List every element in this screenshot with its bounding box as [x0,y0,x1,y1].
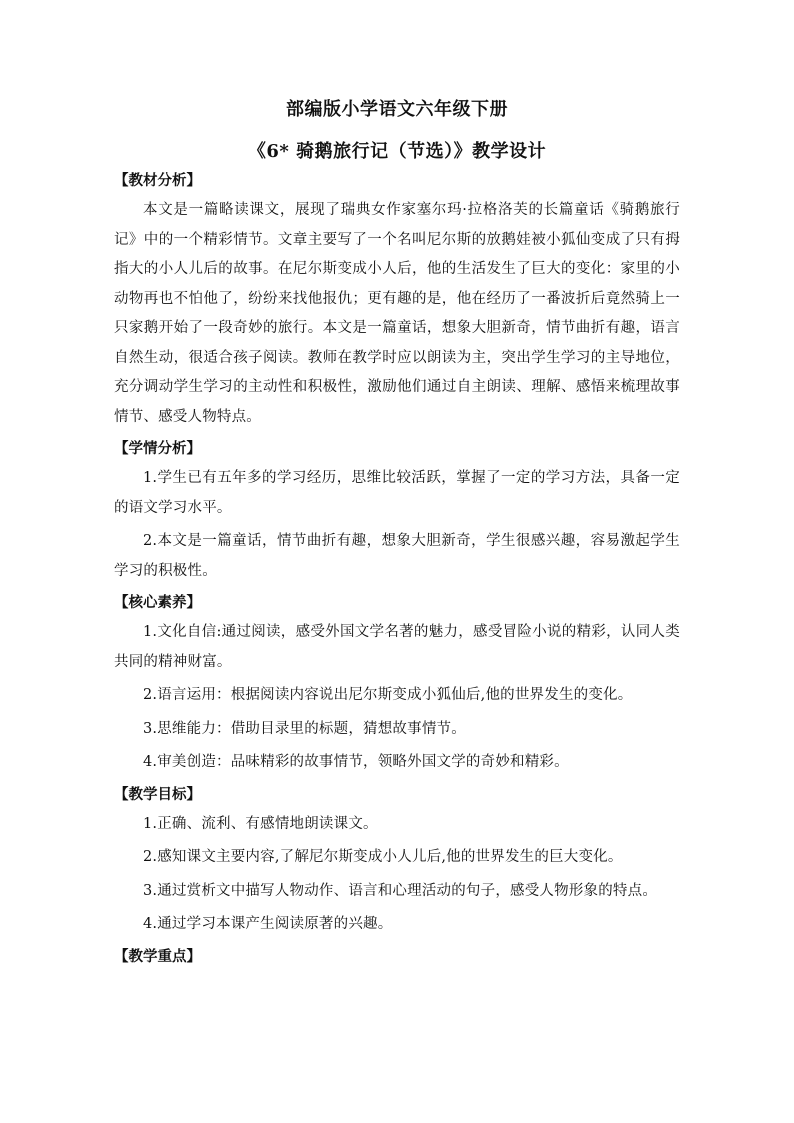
list-item: 1.文化自信:通过阅读，感受外国文学名著的魅力，感受冒险小说的精彩，认同人类共同的精神财富。 [114,624,680,670]
list-item: 1.学生已有五年多的学习经历，思维比较活跃，掌握了一定的学习方法，具备一定的语文学习水平。 [114,470,680,516]
section-heading: 【教材分析】 [114,172,201,189]
section-core-literacy [114,592,680,778]
paragraph: 本文是一篇略读课文，展现了瑞典女作家塞尔玛·拉格洛芙的长篇童话《骑鹅旅行记》中的一个精彩情节。文章主要写了一个名叫尼尔斯的放鹅娃被小狐仙变成了只有拇指大的小人儿后的故事。在尼尔斯变成小人后，他的生活发生了巨大的变化：家里的小动物再也不怕他了，纷纷来找他报仇；更有趣的是，他在经历了一番波折后竟然骑上一只家鹅开始了一段奇妙的旅行。本文是一篇童话，想象大胆新奇，情节曲折有趣，语言自然生动，很适合孩子阅读。教师在教学时应以朗读为主，突出学生学习的主导地位，充分调动学生学习的主动性和积极性，激励他们通过自主朗读、理解、感悟来梳理故事情节、感受人物特点。 [114,202,680,425]
list-item: 4.通过学习本课产生阅读原著的兴趣。 [143,916,393,932]
document-title-line2: 《6* 骑鹅旅行记（节选）》教学设计 [247,141,547,162]
document-page [114,98,680,974]
section-teaching-focus [114,946,680,968]
section-heading: 【教学重点】 [114,947,201,965]
list-item: 2.语言运用：根据阅读内容说出尼尔斯变成小狐仙后,他的世界发生的变化。 [143,687,633,703]
list-item: 1.正确、流利、有感情地朗读课文。 [143,815,378,832]
section-heading: 【学情分析】 [114,440,201,457]
list-item: 2.本文是一篇童话，情节曲折有趣，想象大胆新奇，学生很感兴趣，容易激起学生学习的积极性。 [114,533,680,579]
section-textbook-analysis [114,170,680,432]
section-teaching-objectives [114,784,680,940]
list-item: 3.通过赏析文中描写人物动作、语言和心理活动的句子，感受人物形象的特点。 [143,882,658,899]
list-item: 3.思维能力：借助目录里的标题，猜想故事情节。 [143,720,466,737]
section-student-analysis [114,438,680,586]
list-item: 4.审美创造：品味精彩的故事情节，领略外国文学的奇妙和精彩。 [143,754,569,770]
document-title-line1: 部编版小学语文六年级下册 [286,99,508,120]
list-item: 2.感知课文主要内容,了解尼尔斯变成小人儿后,他的世界发生的巨大变化。 [143,849,623,865]
section-heading: 【核心素养】 [114,594,201,611]
section-heading: 【教学目标】 [114,785,201,803]
